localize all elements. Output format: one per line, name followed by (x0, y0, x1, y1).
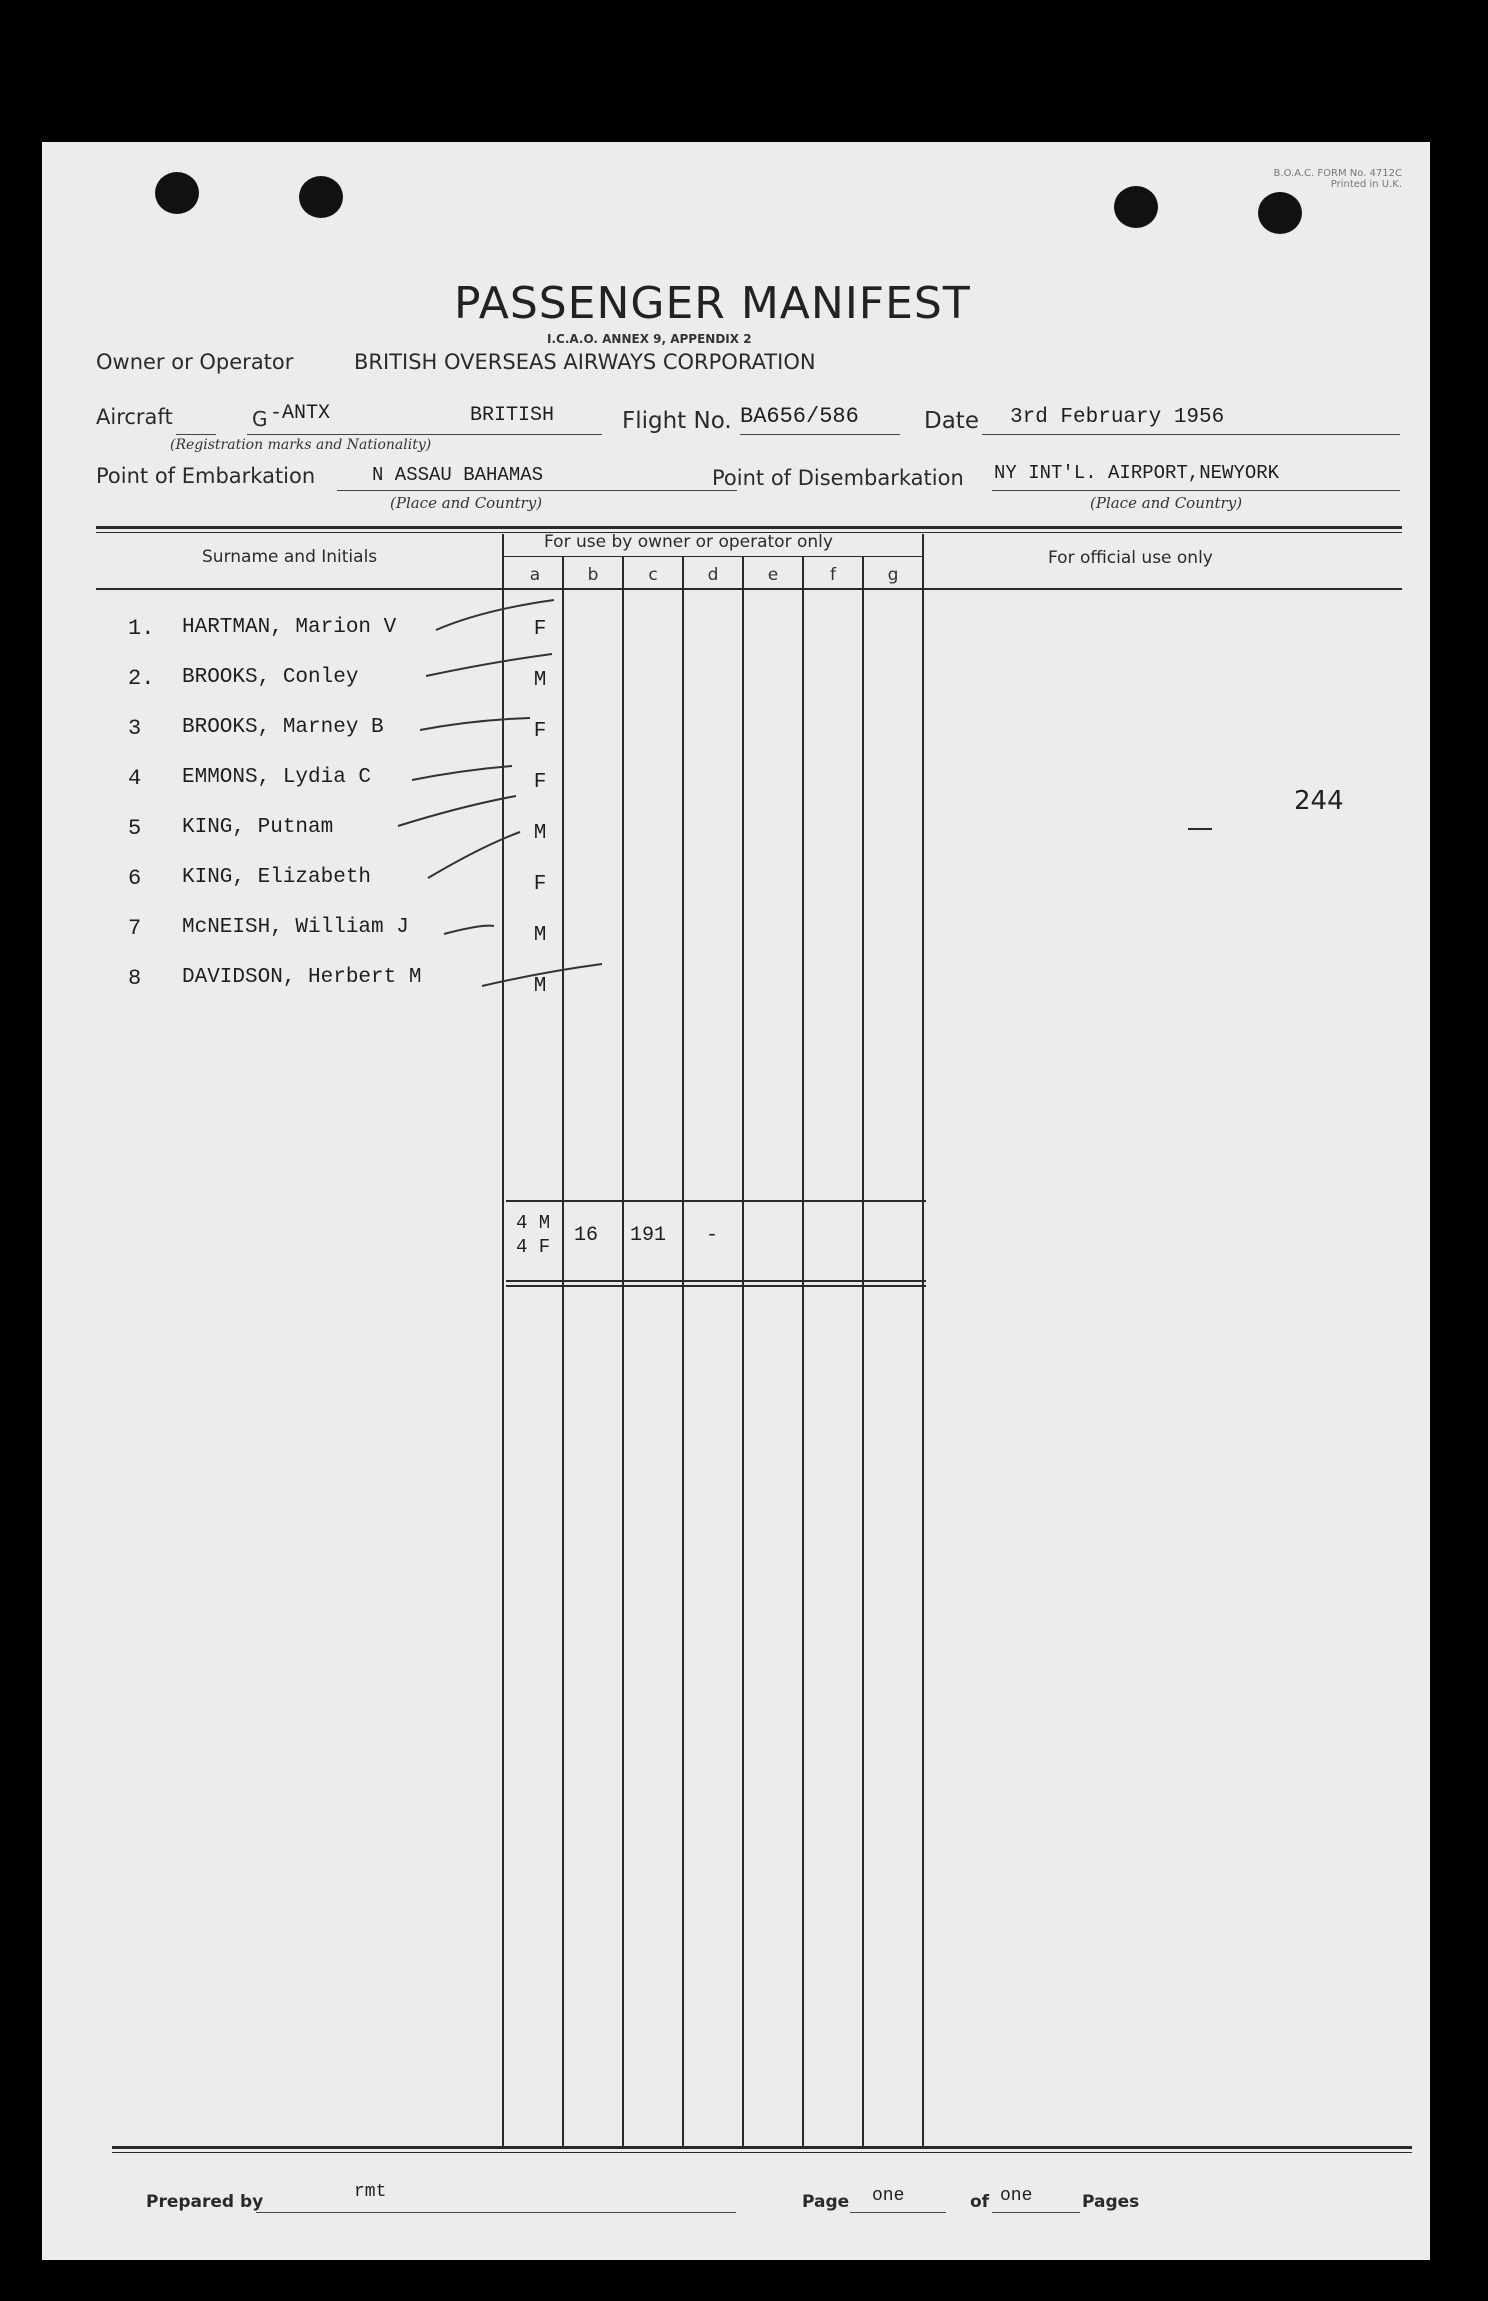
column-header-f: f (830, 565, 836, 585)
aircraft-reg-prefix: G (252, 407, 268, 431)
pages-label: Pages (1082, 2192, 1140, 2212)
embarkation-value: N ASSAU BAHAMAS (372, 464, 544, 486)
row-number: 3 (128, 716, 142, 741)
row-number: 1. (128, 616, 155, 641)
passenger-name: BROOKS, Marney B (182, 716, 384, 739)
column-header-b: b (587, 565, 599, 585)
row-number: 2. (128, 666, 155, 691)
row-number: 7 (128, 916, 142, 941)
totals-females: 4 F (516, 1236, 551, 1258)
row-number: 5 (128, 816, 142, 841)
totals-males: 4 M (516, 1212, 551, 1234)
owner-label: Owner or Operator (96, 350, 294, 374)
disembarkation-label: Point of Disembarkation (712, 466, 964, 490)
totals-top-rule (506, 1200, 926, 1202)
totals-col-b: 16 (574, 1224, 599, 1247)
aircraft-caption: (Registration marks and Nationality) (170, 437, 432, 453)
column-header-e: e (767, 565, 779, 585)
form-reference-line1: B.O.A.C. FORM No. 4712C (1273, 168, 1402, 179)
passenger-sex: F (533, 771, 547, 794)
official-note-dash (1188, 828, 1212, 830)
table-bottom-rule (112, 2146, 1412, 2149)
disembarkation-caption: (Place and Country) (1090, 494, 1243, 512)
aircraft-nationality: BRITISH (470, 404, 555, 427)
aircraft-registration: -ANTX (270, 402, 331, 425)
page-underline (850, 2212, 946, 2213)
column-header-d: d (707, 565, 719, 585)
flight-label: Flight No. (622, 408, 732, 434)
official-note: 244 (1294, 786, 1344, 816)
totals-col-d: - (706, 1224, 719, 1247)
date-value: 3rd February 1956 (1010, 406, 1225, 429)
totals-bottom-rule (506, 1280, 926, 1282)
passenger-name: DAVIDSON, Herbert M (182, 966, 422, 989)
column-header-a: a (529, 565, 541, 585)
passenger-name: McNEISH, William J (182, 916, 409, 939)
passenger-name: HARTMAN, Marion V (182, 616, 397, 639)
passenger-sex: M (533, 924, 547, 947)
prepared-by-value: rmt (354, 2182, 387, 2202)
totals-col-c: 191 (630, 1224, 667, 1247)
totals-bottom-rule-inner (506, 1285, 926, 1287)
of-underline (992, 2212, 1080, 2213)
date-label: Date (924, 408, 979, 434)
passenger-sex: M (533, 822, 547, 845)
column-header-g: g (887, 565, 899, 585)
of-label: of (970, 2192, 990, 2212)
row-number: 8 (128, 966, 142, 991)
page-label: Page (802, 2192, 850, 2212)
page-title: PASSENGER MANIFEST (454, 278, 971, 329)
disembarkation-value: NY INT'L. AIRPORT,NEWYORK (994, 462, 1280, 484)
column-header-c: c (648, 565, 658, 585)
embarkation-caption: (Place and Country) (390, 494, 543, 512)
passenger-sex: F (533, 618, 547, 641)
form-reference-line2: Printed in U.K. (1330, 179, 1402, 190)
prepared-by-label: Prepared by (146, 2192, 264, 2212)
passenger-sex: F (533, 873, 547, 896)
passenger-name: KING, Elizabeth (182, 866, 372, 889)
page-number: one (872, 2186, 905, 2206)
owner-value: BRITISH OVERSEAS AIRWAYS CORPORATION (354, 350, 816, 374)
page-subtitle: I.C.A.O. ANNEX 9, APPENDIX 2 (547, 332, 752, 346)
passenger-sex: M (533, 669, 547, 692)
total-pages: one (1000, 2186, 1033, 2206)
table-bottom-rule-inner (112, 2152, 1412, 2153)
passenger-name: BROOKS, Conley (182, 666, 359, 689)
row-number: 4 (128, 766, 142, 791)
pen-strokes (42, 142, 1430, 1142)
passenger-sex: F (533, 720, 547, 743)
prepared-by-underline (256, 2212, 736, 2213)
embarkation-label: Point of Embarkation (96, 464, 316, 488)
manifest-sheet (42, 142, 1430, 2260)
flight-number: BA656/586 (740, 404, 859, 429)
passenger-name: EMMONS, Lydia C (182, 766, 372, 789)
surname-header: Surname and Initials (202, 547, 378, 567)
passenger-sex: M (533, 975, 547, 998)
passenger-name: KING, Putnam (182, 816, 334, 839)
owner-use-header: For use by owner or operator only (544, 532, 833, 552)
aircraft-label: Aircraft (96, 405, 173, 429)
official-use-header: For official use only (1048, 548, 1213, 568)
row-number: 6 (128, 866, 142, 891)
